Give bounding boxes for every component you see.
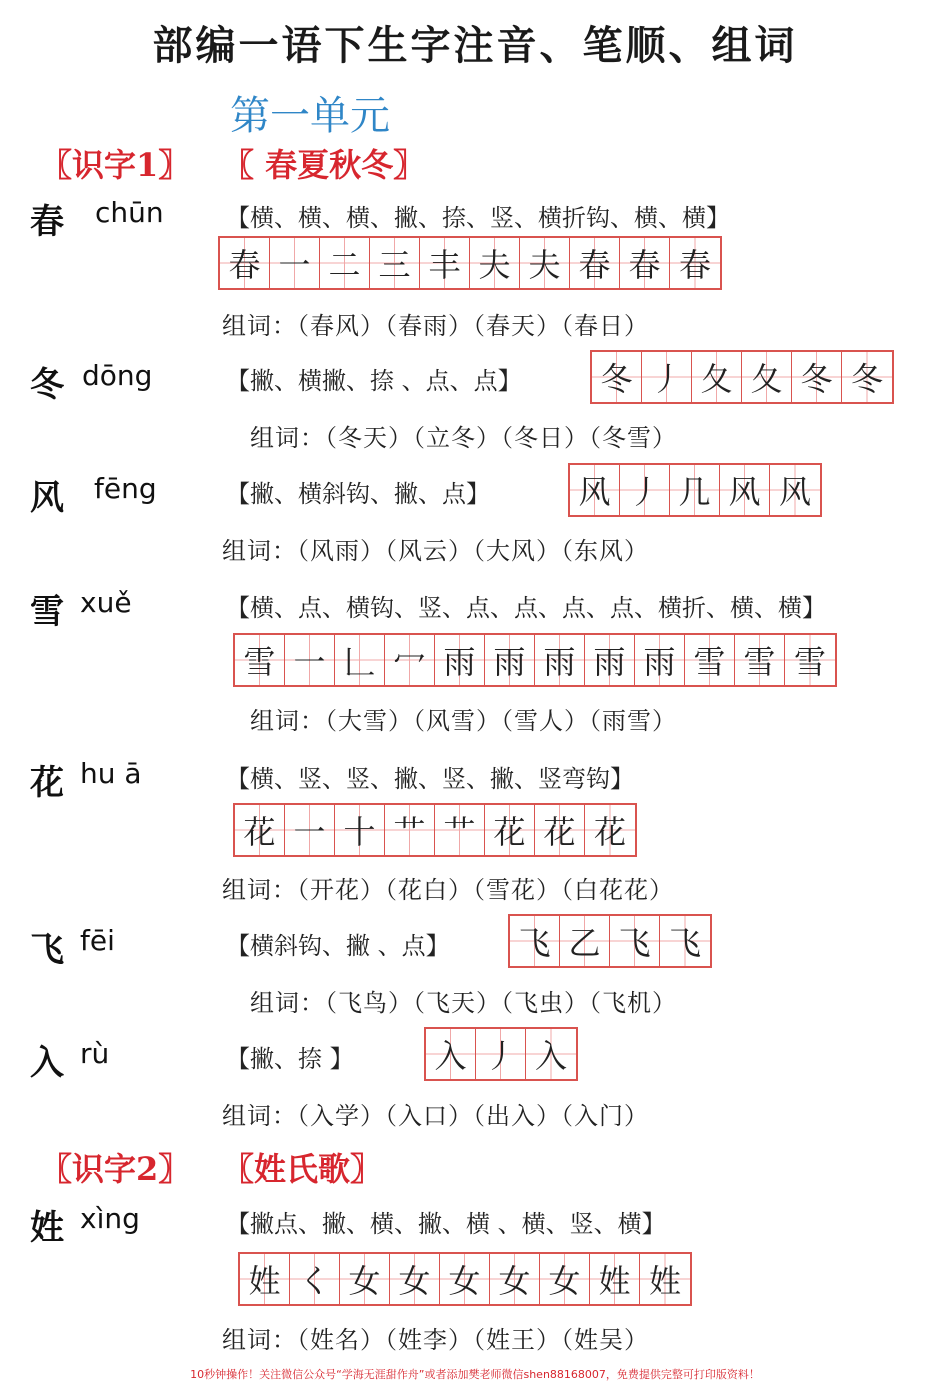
stroke-step-cell: 一 <box>270 238 320 288</box>
stroke-step-cell: 𠃊 <box>335 635 385 685</box>
stroke-step-cell: 冖 <box>385 635 435 685</box>
stroke-grid <box>568 463 822 517</box>
stroke-step-cell: 艹 <box>435 805 485 855</box>
stroke-step-cell: 雪 <box>685 635 735 685</box>
stroke-step-cell: 雨 <box>635 635 685 685</box>
stroke-step-cell: 丰 <box>420 238 470 288</box>
stroke-step-cell: 丿 <box>620 465 670 515</box>
entry-pinyin: dōng <box>82 359 153 392</box>
entry-character: 风 <box>30 478 64 518</box>
stroke-step-cell: 飞 <box>660 916 710 966</box>
stroke-step-cell: 三 <box>370 238 420 288</box>
stroke-step-cell: 姓 <box>590 1254 640 1304</box>
stroke-step-cell: 十 <box>335 805 385 855</box>
stroke-step-cell: 雨 <box>435 635 485 685</box>
word-examples: 组词：（飞鸟）（飞天）（飞虫）（飞机） <box>250 989 677 1017</box>
stroke-step-cell: 姓 <box>240 1254 290 1304</box>
stroke-step-cell: 春 <box>620 238 670 288</box>
stroke-grid <box>218 236 722 290</box>
entry-character: 雪 <box>30 592 64 632</box>
stroke-step-cell: 丿 <box>642 352 692 402</box>
entry-pinyin: xìng <box>80 1202 140 1235</box>
stroke-step-cell: 飞 <box>610 916 660 966</box>
stroke-grid <box>238 1252 692 1306</box>
section-tag: 〖识字1〗 <box>40 146 191 184</box>
entry-character: 飞 <box>30 930 64 970</box>
stroke-step-cell: 入 <box>426 1029 476 1079</box>
stroke-step-cell: 女 <box>440 1254 490 1304</box>
word-examples: 组词：（姓名）（姓李）（姓王）（姓吴） <box>222 1326 649 1354</box>
stroke-step-cell: 风 <box>720 465 770 515</box>
entry-pinyin: rù <box>80 1037 110 1070</box>
stroke-grid <box>233 803 637 857</box>
stroke-step-cell: 乙 <box>560 916 610 966</box>
stroke-step-cell: 雪 <box>735 635 785 685</box>
word-examples: 组词：（春风）（春雨）（春天）（春日） <box>222 312 649 340</box>
stroke-step-cell: 冬 <box>592 352 642 402</box>
stroke-grid <box>424 1027 578 1081</box>
document-title: 部编一语下生字注音、笔顺、组词 <box>152 22 798 69</box>
entry-character: 入 <box>30 1043 64 1083</box>
entry-pinyin: hu ā <box>80 757 142 790</box>
entry-character: 冬 <box>30 365 64 405</box>
stroke-step-cell: 姓 <box>640 1254 690 1304</box>
stroke-step-cell: 冬 <box>792 352 842 402</box>
stroke-step-cell: 夂 <box>692 352 742 402</box>
section-name: 〖 春夏秋冬〗 <box>222 146 426 184</box>
stroke-step-cell: 女 <box>490 1254 540 1304</box>
stroke-step-cell: 女 <box>540 1254 590 1304</box>
footer-note: 10秒钟操作！关注微信公众号“学海无涯甜作舟”或者添加樊老师微信shen88168007，免费提供完整可打印版资料！ <box>190 1368 760 1381</box>
entry-pinyin: fēng <box>94 472 157 505</box>
word-examples: 组词：（大雪）（风雪）（雪人）（雨雪） <box>250 707 677 735</box>
stroke-step-cell: 艹 <box>385 805 435 855</box>
stroke-order: 【横、横、横、撇、捺、竖、横折钩、横、横】 <box>226 204 730 232</box>
entry-pinyin: xuě <box>80 586 132 619</box>
stroke-order: 【撇、横斜钩、撇、点】 <box>226 480 490 508</box>
stroke-step-cell: 雨 <box>585 635 635 685</box>
stroke-step-cell: 风 <box>570 465 620 515</box>
stroke-order: 【横、点、横钩、竖、点、点、点、点、横折、横、横】 <box>226 594 826 622</box>
entry-pinyin: fēi <box>80 924 115 957</box>
stroke-grid <box>590 350 894 404</box>
stroke-step-cell: 丿 <box>476 1029 526 1079</box>
entry-character: 春 <box>30 202 64 242</box>
stroke-grid <box>508 914 712 968</box>
word-examples: 组词：（入学）（入口）（出入）（入门） <box>222 1102 649 1130</box>
stroke-step-cell: 夫 <box>470 238 520 288</box>
stroke-step-cell: く <box>290 1254 340 1304</box>
stroke-order: 【撇点、撇、横、撇、横 、横、竖、横】 <box>226 1210 666 1238</box>
stroke-step-cell: 夂 <box>742 352 792 402</box>
stroke-step-cell: 几 <box>670 465 720 515</box>
stroke-step-cell: 风 <box>770 465 820 515</box>
stroke-step-cell: 入 <box>526 1029 576 1079</box>
stroke-step-cell: 花 <box>485 805 535 855</box>
stroke-step-cell: 二 <box>320 238 370 288</box>
section-name: 〖姓氏歌〗 <box>222 1150 383 1188</box>
stroke-step-cell: 女 <box>340 1254 390 1304</box>
unit-title: 第一单元 <box>230 93 390 139</box>
stroke-step-cell: 飞 <box>510 916 560 966</box>
stroke-step-cell: 春 <box>220 238 270 288</box>
stroke-step-cell: 春 <box>570 238 620 288</box>
stroke-step-cell: 夫 <box>520 238 570 288</box>
stroke-step-cell: 雪 <box>235 635 285 685</box>
stroke-step-cell: 女 <box>390 1254 440 1304</box>
stroke-step-cell: 花 <box>585 805 635 855</box>
stroke-step-cell: 花 <box>535 805 585 855</box>
stroke-step-cell: 花 <box>235 805 285 855</box>
section-tag: 〖识字2〗 <box>40 1150 191 1188</box>
stroke-order: 【横斜钩、撇 、点】 <box>226 932 450 960</box>
stroke-step-cell: 一 <box>285 635 335 685</box>
stroke-step-cell: 雨 <box>535 635 585 685</box>
word-examples: 组词：（风雨）（风云）（大风）（东风） <box>222 537 649 565</box>
stroke-step-cell: 一 <box>285 805 335 855</box>
word-examples: 组词：（冬天）（立冬）（冬日）（冬雪） <box>250 424 677 452</box>
stroke-step-cell: 冬 <box>842 352 892 402</box>
stroke-order: 【撇、捺 】 <box>226 1045 354 1073</box>
stroke-grid <box>233 633 837 687</box>
stroke-step-cell: 春 <box>670 238 720 288</box>
word-examples: 组词：（开花）（花白）（雪花）（白花花） <box>222 876 674 904</box>
entry-pinyin: chūn <box>95 196 164 229</box>
stroke-order: 【横、竖、竖、撇、竖、撇、竖弯钩】 <box>226 765 634 793</box>
stroke-step-cell: 雪 <box>785 635 835 685</box>
entry-character: 花 <box>30 763 64 803</box>
stroke-step-cell: 雨 <box>485 635 535 685</box>
entry-character: 姓 <box>30 1208 64 1248</box>
stroke-order: 【撇、横撇、捺 、点、点】 <box>226 367 522 395</box>
